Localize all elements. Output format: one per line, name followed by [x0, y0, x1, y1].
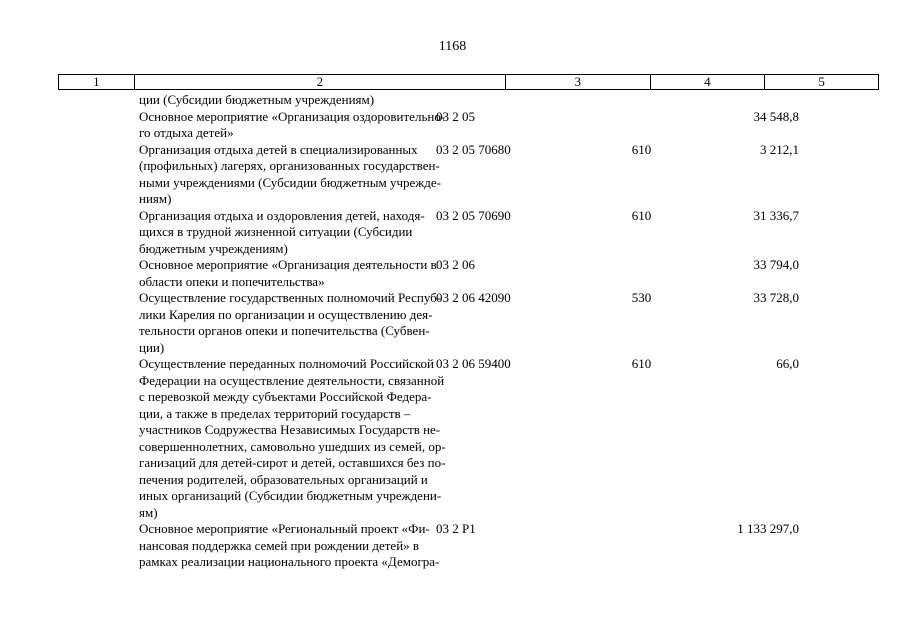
row-name: Организация отдыха детей в специализированных (профильных) лагерях, организованных государствен- ными учреждениями (Субсидии бюджетным учрежде- ниям) [139, 141, 441, 206]
row-kcsr: 03 2 05 [436, 108, 475, 124]
header-col-3: 3 [506, 75, 651, 89]
row-name: Основное мероприятие «Региональный проект «Фи- нансовая поддержка семей при рождении детей» в рамках реализации национального проекта «Демогра- [139, 521, 440, 569]
header-col-5: 5 [818, 74, 825, 89]
table-header [58, 74, 879, 90]
row-kvr: 610 [631, 207, 652, 223]
row-sum: 3 212,1 [760, 141, 799, 157]
row-name: Основное мероприятие «Организация деятельности в области опеки и попечительства» [139, 257, 437, 289]
row-kcsr: 03 2 06 59400 [436, 356, 511, 371]
table-row [58, 109, 879, 142]
row-name: Осуществление переданных полномочий Российской Федерации на осуществление деятельности, связанной с перевозкой между субъектами Российской Федера- ции, а также в пределах территорий государств – участников Содружества Независимых Государств не- совершеннолетних, самовольно ушедших из семей, ор- ганизаций для детей-сирот и детей, оставшихся без по- печения родителей, образовательных организаций и иных организаций (Субсидии бюджетным учреждени- ям) [139, 356, 446, 520]
header-col-2: 2 [135, 75, 506, 89]
row-kcsr: 03 2 06 42090 [436, 290, 511, 305]
row-kvr: 610 [631, 356, 652, 371]
row-kcsr: 03 2 06 [436, 257, 475, 272]
header-col-1: 1 [59, 75, 135, 89]
row-sum: 33 794,0 [753, 257, 799, 272]
table-row [58, 208, 879, 258]
row-sum: 31 336,7 [753, 207, 799, 223]
table-body [58, 92, 879, 571]
table-row [58, 142, 879, 208]
row-sum: 1 133 297,0 [737, 521, 799, 536]
row-kvr: 530 [631, 290, 652, 305]
row-name: Осуществление государственных полномочий Респуб- лики Карелия по организации и осуществлению дея- тельности органов опеки и попечительства (Субвен- ции) [139, 290, 442, 355]
row-kcsr: 03 2 05 70690 [436, 207, 511, 223]
row-kcsr: 03 2 P1 [436, 521, 476, 536]
row-sum: 34 548,8 [753, 108, 799, 124]
header-col-4: 4 [651, 75, 766, 89]
page-number: 1168 [438, 39, 467, 54]
row-sum: 33 728,0 [753, 290, 799, 305]
table-row [58, 92, 879, 109]
row-kvr: 610 [631, 141, 652, 157]
table-row [58, 521, 879, 571]
row-name: Организация отдыха и оздоровления детей, находя- щихся в трудной жизненной ситуации (Субсидии бюджетным учреждениям) [139, 207, 425, 256]
row-name: ции (Субсидии бюджетным учреждениям) [139, 92, 375, 107]
row-sum: 66,0 [776, 356, 799, 371]
row-kcsr: 03 2 05 70680 [436, 141, 511, 157]
table-row [58, 356, 879, 521]
table-row [58, 290, 879, 356]
table-row [58, 257, 879, 290]
row-name: Основное мероприятие «Организация оздоровительно- го отдыха детей» [139, 108, 446, 140]
